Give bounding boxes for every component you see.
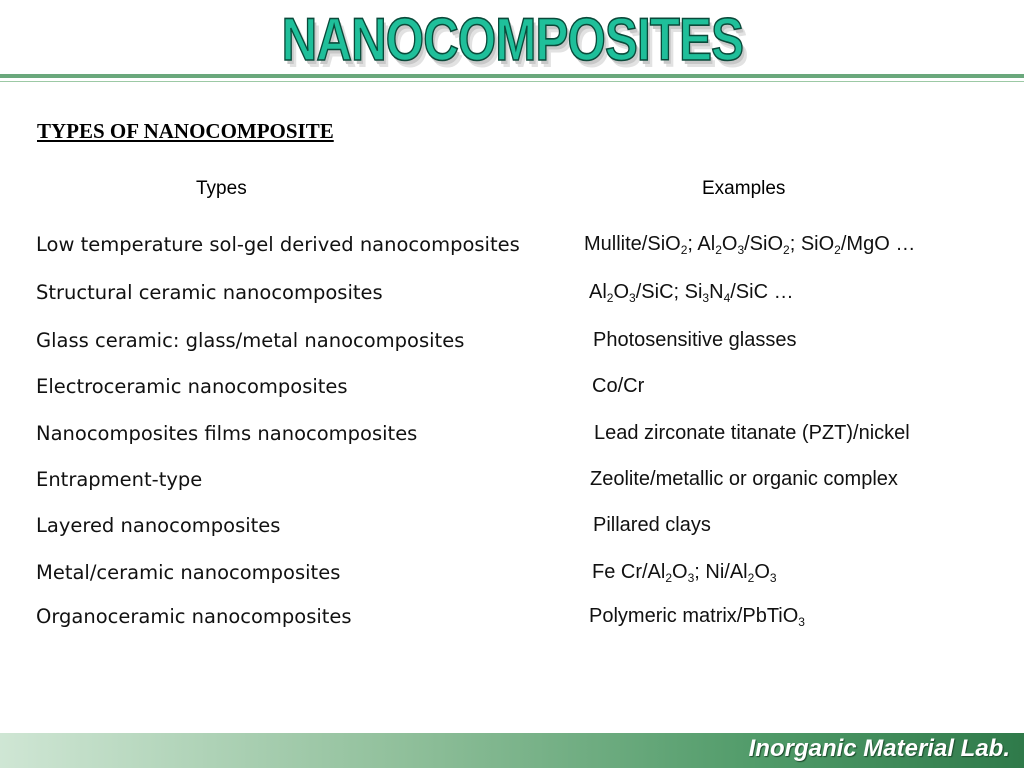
example-cell: Co/Cr bbox=[592, 375, 645, 397]
type-cell: Structural ceramic nanocomposites bbox=[36, 281, 383, 304]
example-cell: Mullite/SiO$_2$; $Al_2O_3/SiO_2$; SiO$_2$/MgO … bbox=[584, 233, 916, 257]
example-cell: Polymeric matrix/PbTiO$_3$ bbox=[589, 605, 805, 629]
example-cell: Pillared clays bbox=[593, 514, 711, 536]
type-cell: Metal/ceramic nanocomposites bbox=[36, 561, 341, 584]
types-column-header: Types bbox=[196, 178, 247, 199]
example-cell: Fe $Cr/Al_2O_3$; $Ni/Al_2O_3$ bbox=[592, 561, 777, 585]
type-cell: Glass ceramic: glass/metal nanocomposites bbox=[36, 329, 465, 352]
type-cell: Organoceramic nanocomposites bbox=[36, 605, 352, 628]
example-cell: Lead zirconate titanate (PZT)/nickel bbox=[594, 422, 910, 444]
type-cell: Low temperature sol-gel derived nanocomposites bbox=[36, 233, 520, 256]
type-cell: Electroceramic nanocomposites bbox=[36, 375, 348, 398]
section-heading: TYPES OF NANOCOMPOSITE bbox=[37, 119, 334, 143]
example-cell: $Al_2O_3$/SiC; $Si_3N_4$/SiC … bbox=[589, 281, 794, 305]
footer-lab-name: Inorganic Material Lab. bbox=[748, 735, 1010, 762]
title-rule-thin bbox=[0, 81, 1024, 82]
slide-title bbox=[0, 4, 1024, 76]
title-rule-thick bbox=[0, 74, 1024, 78]
title-text: NANOCOMPOSITES bbox=[281, 6, 743, 73]
type-cell: Entrapment-type bbox=[36, 468, 203, 491]
example-cell: Photosensitive glasses bbox=[593, 329, 797, 351]
footer-bar bbox=[0, 733, 1024, 768]
type-cell: Nanocomposites films nanocomposites bbox=[36, 422, 418, 445]
type-cell: Layered nanocomposites bbox=[36, 514, 281, 537]
examples-column-header: Examples bbox=[702, 178, 786, 199]
example-cell: Zeolite/metallic or organic complex bbox=[590, 468, 898, 490]
